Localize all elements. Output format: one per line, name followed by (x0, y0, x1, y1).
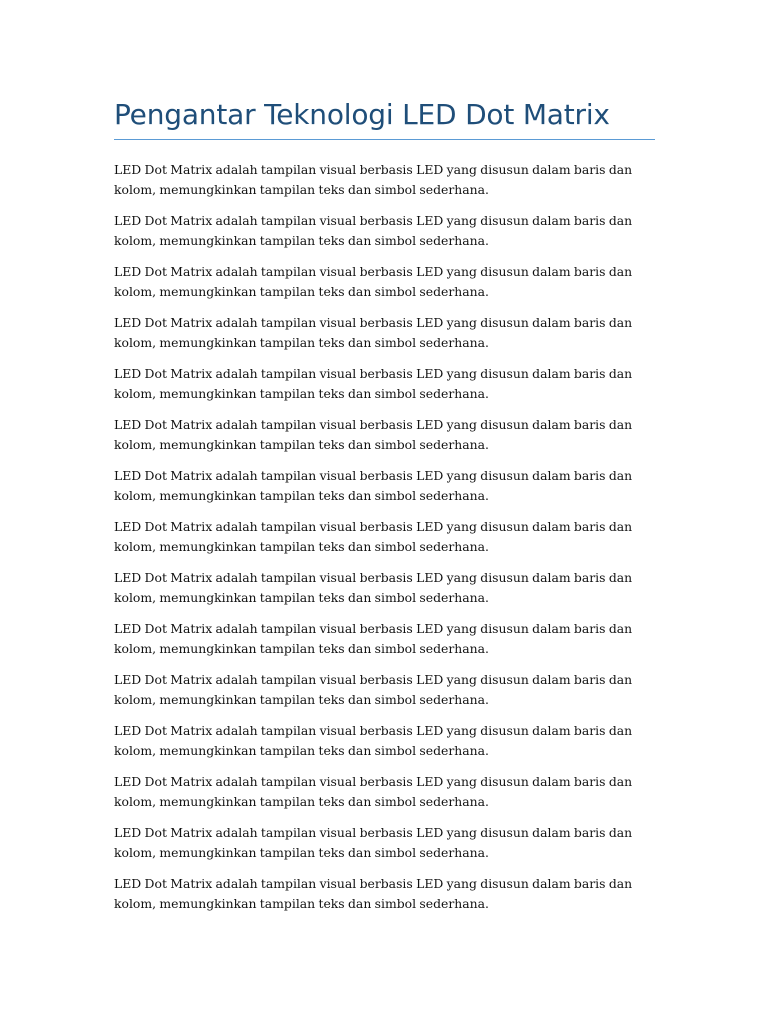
body-paragraph: LED Dot Matrix adalah tampilan visual berbasis LED yang disusun dalam baris dan kolom, memungkinkan tampilan teks dan simbol sederhana. (114, 672, 633, 707)
title-underline-rule (114, 139, 655, 140)
body-paragraph: LED Dot Matrix adalah tampilan visual berbasis LED yang disusun dalam baris dan kolom, memungkinkan tampilan teks dan simbol sederhana. (114, 621, 633, 656)
body-paragraph: LED Dot Matrix adalah tampilan visual berbasis LED yang disusun dalam baris dan kolom, memungkinkan tampilan teks dan simbol sederhana. (114, 570, 633, 605)
body-paragraph: LED Dot Matrix adalah tampilan visual berbasis LED yang disusun dalam baris dan kolom, memungkinkan tampilan teks dan simbol sederhana. (114, 468, 633, 503)
body-paragraph: LED Dot Matrix adalah tampilan visual berbasis LED yang disusun dalam baris dan kolom, memungkinkan tampilan teks dan simbol sederhana. (114, 774, 633, 809)
document-title: Pengantar Teknologi LED Dot Matrix (114, 98, 610, 131)
body-paragraph: LED Dot Matrix adalah tampilan visual berbasis LED yang disusun dalam baris dan kolom, memungkinkan tampilan teks dan simbol sederhana. (114, 519, 633, 554)
body-paragraph: LED Dot Matrix adalah tampilan visual berbasis LED yang disusun dalam baris dan kolom, memungkinkan tampilan teks dan simbol sederhana. (114, 264, 633, 299)
document-body (114, 96, 655, 925)
body-paragraph: LED Dot Matrix adalah tampilan visual berbasis LED yang disusun dalam baris dan kolom, memungkinkan tampilan teks dan simbol sederhana. (114, 162, 633, 197)
body-paragraph: LED Dot Matrix adalah tampilan visual berbasis LED yang disusun dalam baris dan kolom, memungkinkan tampilan teks dan simbol sederhana. (114, 825, 633, 860)
body-paragraph: LED Dot Matrix adalah tampilan visual berbasis LED yang disusun dalam baris dan kolom, memungkinkan tampilan teks dan simbol sederhana. (114, 876, 633, 911)
body-paragraph: LED Dot Matrix adalah tampilan visual berbasis LED yang disusun dalam baris dan kolom, memungkinkan tampilan teks dan simbol sederhana. (114, 213, 633, 248)
paragraph-list (114, 160, 655, 913)
body-paragraph: LED Dot Matrix adalah tampilan visual berbasis LED yang disusun dalam baris dan kolom, memungkinkan tampilan teks dan simbol sederhana. (114, 417, 633, 452)
body-paragraph: LED Dot Matrix adalah tampilan visual berbasis LED yang disusun dalam baris dan kolom, memungkinkan tampilan teks dan simbol sederhana. (114, 723, 633, 758)
body-paragraph: LED Dot Matrix adalah tampilan visual berbasis LED yang disusun dalam baris dan kolom, memungkinkan tampilan teks dan simbol sederhana. (114, 315, 633, 350)
body-paragraph: LED Dot Matrix adalah tampilan visual berbasis LED yang disusun dalam baris dan kolom, memungkinkan tampilan teks dan simbol sederhana. (114, 366, 633, 401)
